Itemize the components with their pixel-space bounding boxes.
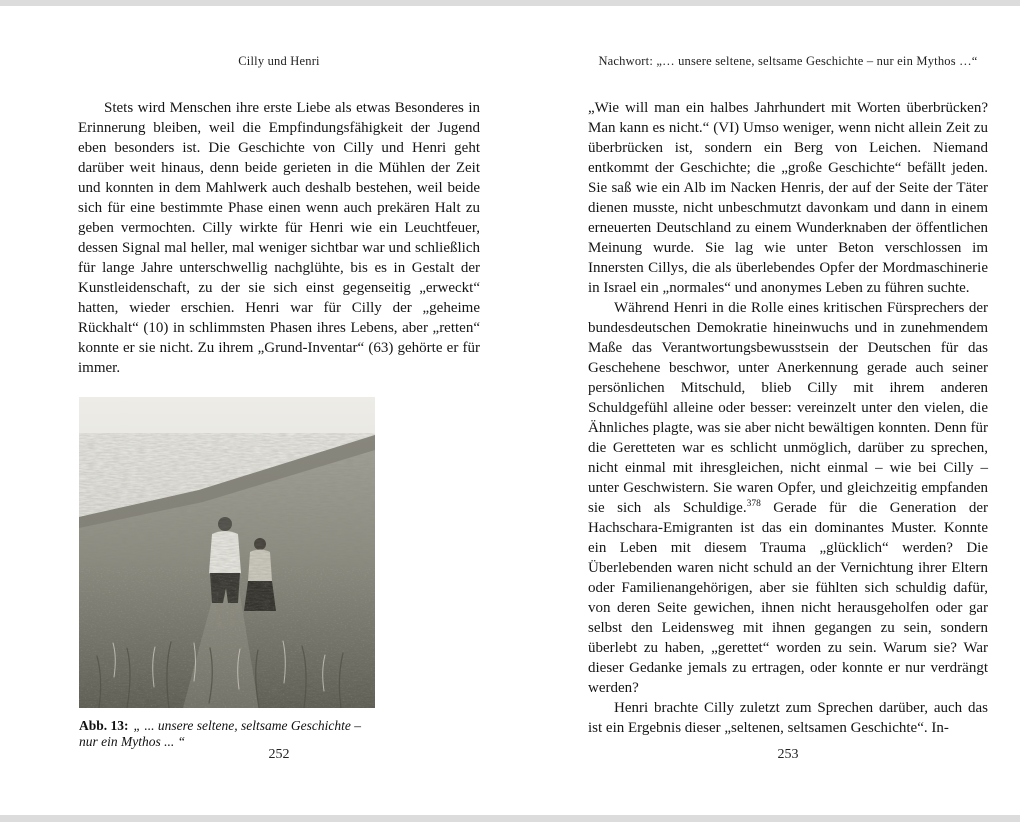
body-paragraph: Henri brachte Cilly zuletzt zum Sprechen darüber, auch das ist ein Ergebnis dieser „seltenen, seltsamen Geschichte“. In-: [588, 700, 988, 736]
right-page: [588, 0, 988, 822]
paragraph-text-before-footnote: Während Henri in die Rolle eines kritischen Fürsprechers der bundesdeutschen Demokratie hineinwuchs und in zunehmendem Maße das Verantwortungsbewusstsein der Deutschen für das Geschehene beschwor, unter Anerkennung gerade auch seiner persönlichen Mitschuld, blieb Cilly mit ihrem anderen Schuldgefühl alleine oder besser: vereinzelt unter den vielen, die Ähnliches plagte, was sie aber nicht bewältigen konnten. Denn für die Geretteten war es schlicht unmöglich, darüber zu sprechen, nicht einmal mit ihresgleichen, nicht einmal – wie bei Cilly – unter Geschwistern. Sie waren Opfer, und gleichzeitig empfanden sie sich als Schuldige.: [588, 300, 988, 516]
running-head-left: Cilly und Henri: [238, 54, 320, 68]
figure-caption-text: „ ... unsere seltene, seltsame Geschichte – nur ein Mythos ... “: [79, 718, 361, 749]
footnote-marker: 378: [746, 499, 761, 509]
page-number-left: 252: [268, 747, 290, 762]
photo-seedhead-texture: [79, 567, 375, 708]
body-paragraph: Stets wird Menschen ihre erste Liebe als etwas Besonderes in Erinnerung bleiben, weil die Empfindungsfähigkeit der Jugend eben besonders ist. Die Geschichte von Cilly und Henri geht darüber weit hinaus, denn beide gerieten in die Mühlen der Zeit und konnten in dem Mahlwerk auch deshalb bestehen, weil beide sich für eine bestimmte Phase einen wenn auch prekären Halt zu geben vermochten. Cilly wirkte für Henri wie ein Leuchtfeuer, dessen Signal mal heller, mal weniger sichtbar war und schließlich für lange Jahre unterschwellig nachglühte, bis es in Gestalt der Kunstleidenschaft, zu der sie sich einst gegenseitig „erweckt“ hatten, wieder erschien. Henri war für Cilly der „geheime Rückhalt“ (10) in schlimmsten Phasen ihres Lebens, aber „retten“ konnte er sie nicht. Zu ihrem „Grund-Inventar“ (63) gehörte er für immer.: [78, 100, 480, 376]
left-page-content: [78, 98, 480, 750]
right-page-content: [588, 98, 988, 738]
figure-caption-label: Abb. 13:: [79, 718, 129, 733]
body-paragraph: „Wie will man ein halbes Jahrhundert mit Worten überbrücken? Man kann es nicht.“ (VI) Umso weniger, wenn nicht allein Zeit zu überbrücken ist, sondern ein Berg von Leichen. Niemand entkommt der Geschichte; die „große Geschichte“ befällt jeden. Sie saß wie ein Alb im Nacken Henris, der auf der Seite der Täter dienen musste, nicht unbeschmutzt davonkam und dann in einem erneuerten Deutschland zu einem Wunderknaben der öffentlichen Meinung wurde. Sie lag wie unter Beton verschlossen im Innersten Cillys, die als überlebendes Opfer der Mordmaschinerie in Israel ein „normales“ und anonymes Leben zu führen suchte.: [588, 100, 988, 296]
figure-abb-13: [79, 397, 375, 750]
photo-couple-in-field: [79, 397, 375, 708]
page-number-right: 253: [777, 747, 799, 762]
running-head-right: Nachwort: „… unsere seltene, seltsame Geschichte – nur ein Mythos …“: [598, 54, 978, 68]
left-page: [78, 0, 480, 822]
paragraph-text-after-footnote: Gerade für die Generation der Hachschara-Emigranten ist das ein dominantes Muster. Konnte ein Leben mit diesem Trauma „glücklich“ werden? Die Überlebenden waren nicht schuld an der Vernichtung ihrer Eltern oder Familienangehörigen, aber sie fühlten sich schuldig dafür, von deren Seite gewichen, ihnen nicht herausgeholfen oder gar selbst den Leidensweg mit ihnen gegangen zu sein, sondern überlebt zu haben, „gerettet“ worden zu sein. Warum sie? War dieser Gedanke jemals zu ertragen, oder konnte er nur verdrängt werden?: [588, 500, 989, 696]
body-paragraph: [588, 298, 988, 698]
figure-caption: [79, 718, 375, 750]
